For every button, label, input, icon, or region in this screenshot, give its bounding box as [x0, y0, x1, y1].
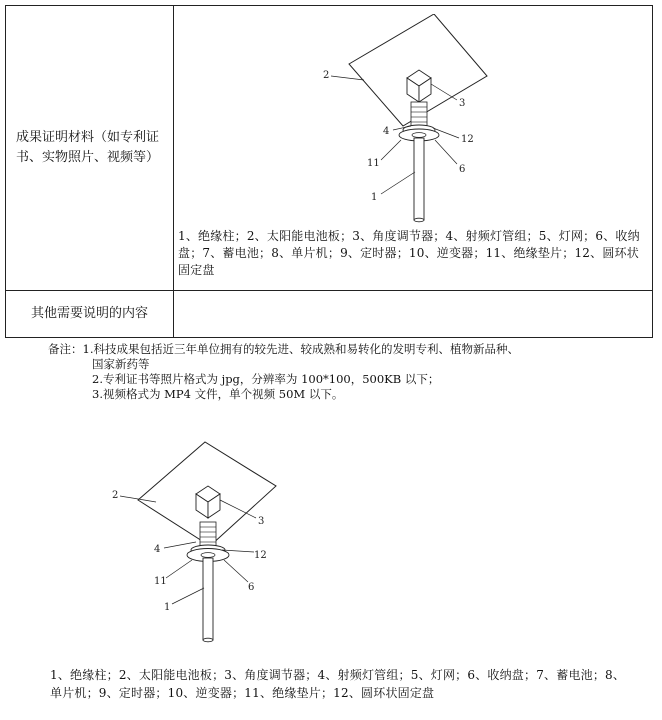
remark-line-1: 备注：1.科技成果包括近三年单位拥有的较先进、较成熟和易转化的发明专利、植物新品种、 — [48, 342, 519, 356]
label-11: 11 — [154, 576, 167, 587]
label-3: 3 — [258, 516, 265, 527]
device-diagram-large — [108, 438, 283, 648]
remark-line-1-cont: 国家新药等 — [92, 357, 150, 371]
label-1: 1 — [371, 192, 378, 203]
label-11: 11 — [367, 158, 380, 169]
label-6: 6 — [459, 164, 466, 175]
proof-materials-content — [174, 6, 653, 291]
device-diagram-small — [319, 14, 499, 224]
label-2: 2 — [112, 490, 119, 501]
form-table — [5, 5, 653, 338]
proof-materials-label: 成果证明材料（如专利证书、实物照片、视频等） — [6, 6, 174, 291]
other-info-label: 其他需要说明的内容 — [6, 291, 174, 338]
label-3: 3 — [459, 98, 466, 109]
label-4: 4 — [154, 544, 161, 555]
label-1: 1 — [164, 602, 171, 613]
remark-line-3: 3.视频格式为 MP4 文件，单个视频 50M 以下。 — [92, 387, 344, 401]
label-2: 2 — [323, 70, 330, 81]
label-6: 6 — [248, 582, 255, 593]
other-info-value — [174, 291, 653, 338]
label-4: 4 — [383, 126, 390, 137]
figure-caption: 1、绝缘柱；2、太阳能电池板；3、角度调节器；4、射频灯管组；5、灯网；6、收纳盘；7、蓄电池；8、单片机；9、定时器；10、逆变器；11、绝缘垫片；12、圆环状固定盘 — [178, 229, 640, 277]
remarks — [48, 342, 648, 402]
table-row-proof — [6, 6, 653, 291]
table-row-other — [6, 291, 653, 338]
bottom-figure-caption: 1、绝缘柱；2、太阳能电池板；3、角度调节器；4、射频灯管组；5、灯网；6、收纳盘；7、蓄电池；8、单片机；9、定时器；10、逆变器；11、绝缘垫片；12、圆环状固定盘 — [50, 668, 626, 700]
label-12: 12 — [254, 550, 267, 561]
label-12: 12 — [461, 134, 474, 145]
remark-line-2: 2.专利证书等照片格式为 jpg，分辨率为 100*100，500KB 以下； — [92, 372, 440, 386]
